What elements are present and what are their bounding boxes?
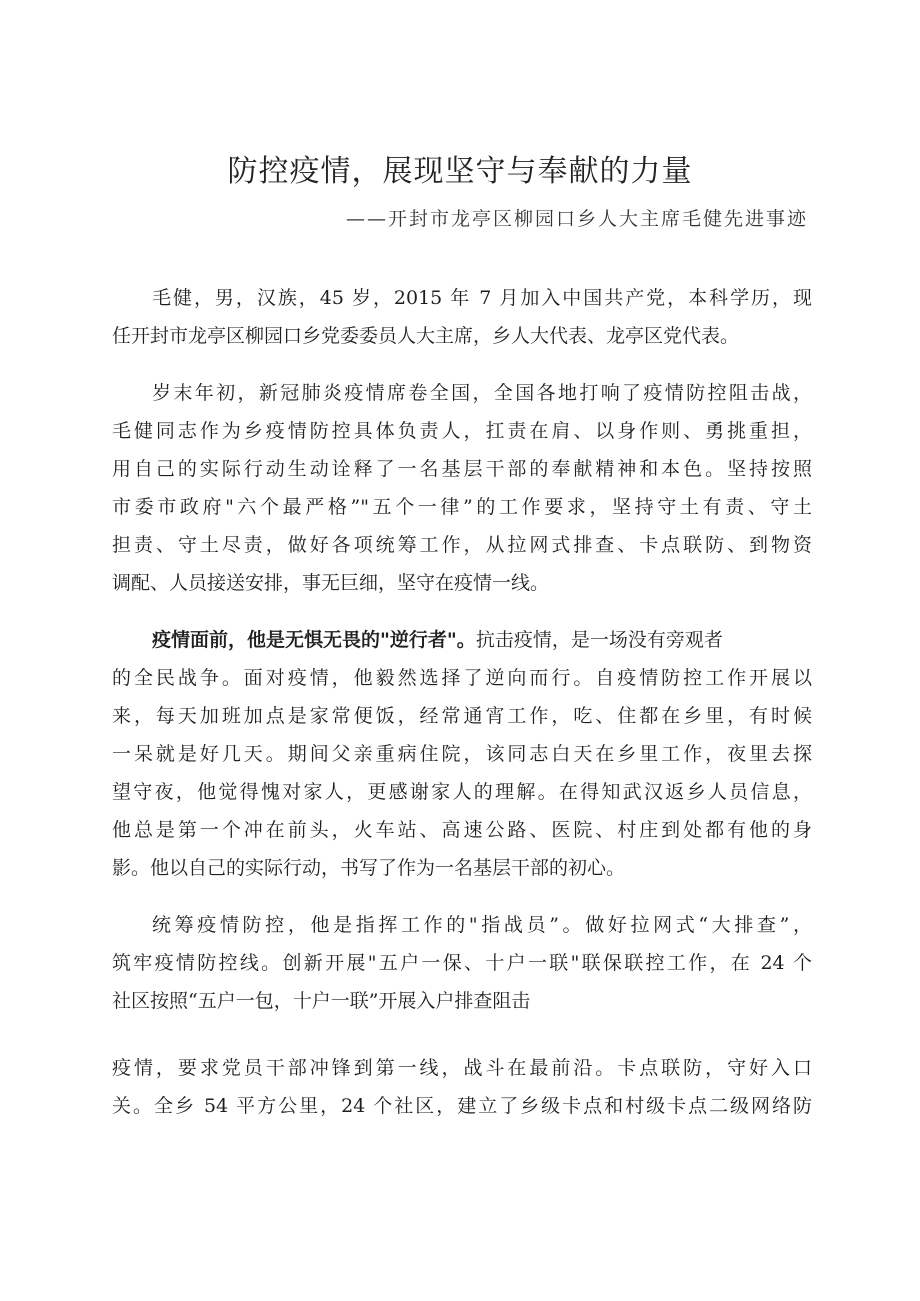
paragraph-line: 毛健，男，汉族，45 岁，2015 年 7 月加入中国共产党，本科学历，现 — [152, 287, 812, 309]
paragraph-line-text: 抗击疫情，是一场没有旁观者 — [475, 629, 723, 651]
paragraph-heading: 疫情面前，他是无惧无畏的"逆行者"。 — [152, 629, 476, 651]
paragraph-line: 关。全乡 54 平方公里，24 个社区，建立了乡级卡点和村级卡点二级网络防 — [112, 1095, 812, 1117]
paragraph-line: 统筹疫情防控，他是指挥工作的"指战员”。做好拉网式“大排查”， — [152, 914, 812, 936]
paragraph-line: 社区按照“五户一包，十户一联”开展入户排查阻击 — [112, 990, 531, 1012]
paragraph-line: 一呆就是好几天。期间父亲重病住院，该同志白天在乡里工作，夜里去探 — [112, 743, 812, 765]
paragraph-line: 望守夜，他觉得愧对家人，更感谢家人的理解。在得知武汉返乡人员信息， — [112, 781, 812, 803]
paragraph-line: 疫情，要求党员干部冲锋到第一线，战斗在最前沿。卡点联防，守好入口 — [112, 1057, 812, 1079]
paragraph-line: 他总是第一个冲在前头，火车站、高速公路、医院、村庄到处都有他的身 — [112, 819, 812, 841]
paragraph-line: 的全民战争。面对疫情，他毅然选择了逆向而行。自疫情防控工作开展以 — [112, 667, 812, 689]
paragraph-line: 用自己的实际行动生动诠释了一名基层干部的奉献精神和本色。坚持按照 — [112, 458, 812, 480]
paragraph-line: 岁末年初，新冠肺炎疫情席卷全国，全国各地打响了疫情防控阻击战， — [152, 382, 812, 404]
paragraph-line: 市委市政府"六个最严格”"五个一律”的工作要求，坚持守土有责、守土 — [112, 496, 812, 518]
paragraph-line: 影。他以自己的实际行动，书写了作为一名基层干部的初心。 — [112, 857, 626, 879]
paragraph-line: 筑牢疫情防控线。创新开展"五户一保、十户一联"联保联控工作，在 24 个 — [112, 952, 812, 974]
paragraph-line — [152, 627, 812, 653]
paragraph-line: 毛健同志作为乡疫情防控具体负责人，扛责在肩、以身作则、勇挑重担， — [112, 420, 812, 442]
document-subtitle: ——开封市龙亭区柳园口乡人大主席毛健先进事迹 — [345, 208, 808, 230]
paragraph-line: 来，每天加班加点是家常便饭，经常通宵工作，吃、住都在乡里，有时候 — [112, 705, 812, 727]
paragraph-line: 担责、守土尽责，做好各项统筹工作，从拉网式排查、卡点联防、到物资 — [112, 534, 812, 556]
paragraph-line: 调配、人员接送安排，事无巨细，坚守在疫情一线。 — [112, 572, 550, 594]
paragraph-line: 任开封市龙亭区柳园口乡党委委员人大主席，乡人大代表、龙亭区党代表。 — [112, 325, 740, 347]
document-title: 防控疫情，展现坚守与奉献的力量 — [227, 154, 693, 189]
